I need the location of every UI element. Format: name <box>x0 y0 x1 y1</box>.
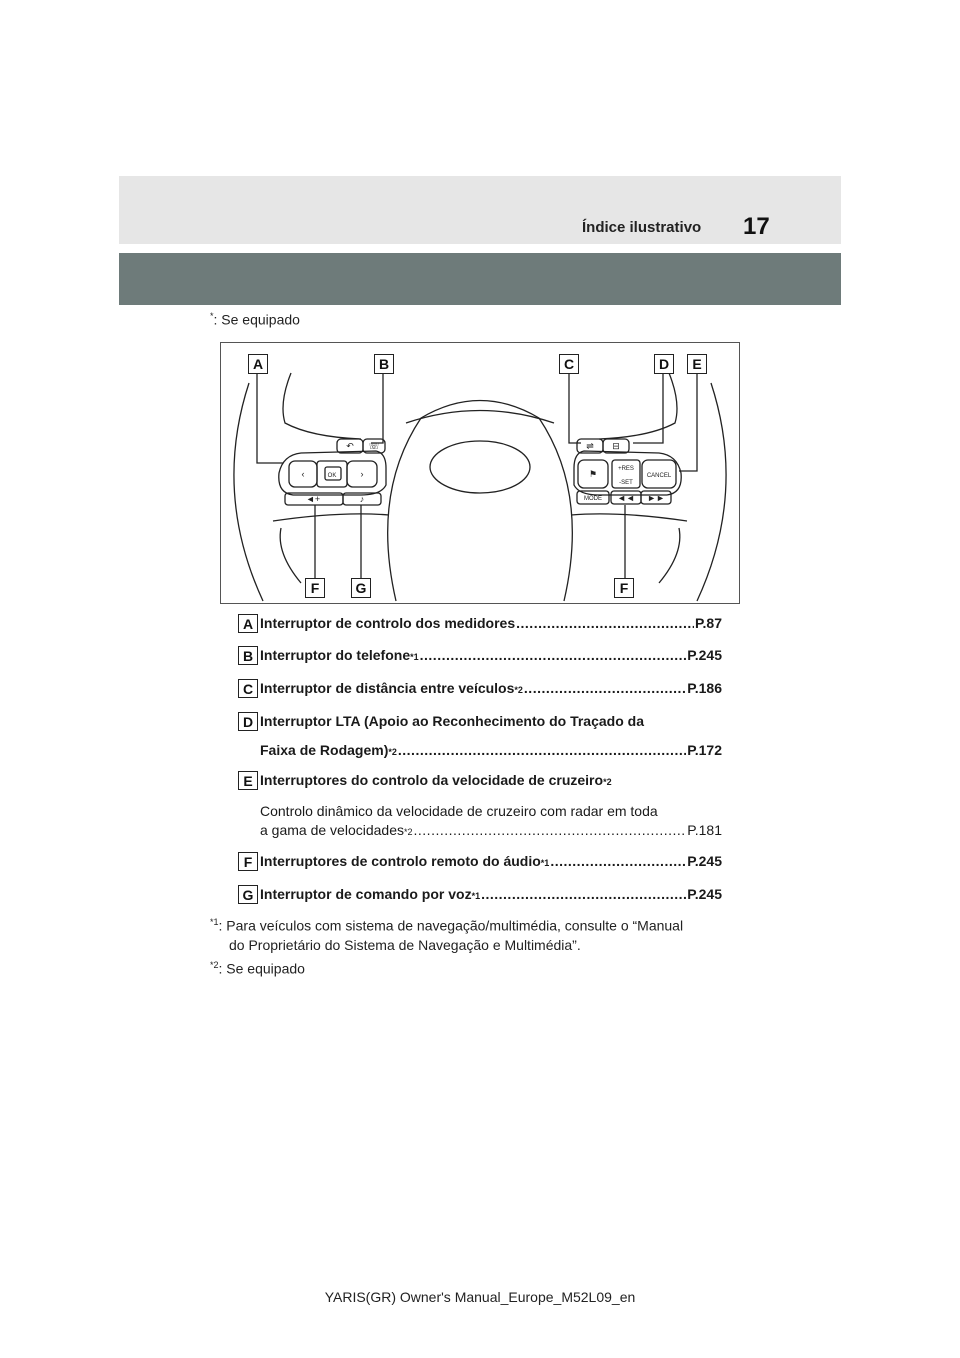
item-text: Interruptor de controlo dos medidores <box>260 615 516 631</box>
item-letter: F <box>238 852 258 871</box>
phone-icon: ☏ <box>368 441 380 451</box>
item-letter: G <box>238 885 258 904</box>
figure-label-c: C <box>559 354 579 374</box>
figure-label-d: D <box>654 354 674 374</box>
item-page-ref[interactable]: P.87 <box>695 615 722 631</box>
item-page-ref[interactable]: P.245 <box>687 647 722 663</box>
figure-label-a: A <box>248 354 268 374</box>
res-button-label: +RES <box>618 466 634 472</box>
item-text: Interruptores de controlo remoto do áudio <box>260 853 541 869</box>
footnote-1: $^{*1}$: Para veículos com sistema de navegação/multimédia, consulte o “Manual do Proprietário do Sistema de Navegação e Multimédia”. <box>210 917 684 953</box>
cancel-button-label: CANCEL <box>646 473 672 479</box>
arrow-left-icon: ‹ <box>301 469 305 479</box>
header-band <box>119 176 841 244</box>
item-letter: D <box>238 712 258 731</box>
lta-icon: ⚑ <box>588 469 598 479</box>
figure-label-b: B <box>374 354 394 374</box>
header-dark-band <box>119 253 841 305</box>
section-title: Índice ilustrativo <box>582 219 702 236</box>
arrow-right-icon: › <box>360 469 364 479</box>
item-letter: B <box>238 646 258 665</box>
page-footer: YARIS(GR) Owner's Manual_Europe_M52L09_en <box>324 1289 636 1305</box>
item-text: Interruptores do controlo da velocidade de cruzeiro <box>260 772 604 788</box>
figure-label-f-left: F <box>305 578 325 598</box>
footnote-2: $^{*2}$: Se equipado <box>210 960 305 977</box>
ok-button-label: OK <box>327 473 337 479</box>
voice-icon: ♪ <box>359 494 365 504</box>
distance-icon: ⇌ <box>586 441 594 451</box>
steering-wheel-figure <box>220 342 740 604</box>
seek-forward-icon: ►► <box>647 493 665 503</box>
item-page-ref[interactable]: P.245 <box>687 886 722 902</box>
back-icon: ↶ <box>346 441 354 451</box>
item-text: Interruptor do telefone <box>260 647 411 663</box>
seek-back-icon: ◄◄ <box>617 493 635 503</box>
set-button-label: -SET <box>619 480 633 486</box>
figure-label-g: G <box>351 578 371 598</box>
item-text: Faixa de Rodagem) <box>260 742 389 758</box>
item-sub-text-line1: Controlo dinâmico da velocidade de cruzeiro com radar em toda <box>260 803 658 819</box>
page-number: 17 <box>743 213 770 240</box>
figure-label-e: E <box>687 354 707 374</box>
item-text-line1: Interruptor LTA (Apoio ao Reconhecimento do Traçado da <box>260 713 644 729</box>
item-letter: C <box>238 679 258 698</box>
item-text: Interruptor de distância entre veículos <box>260 680 515 696</box>
item-page-ref[interactable]: P.186 <box>687 680 722 696</box>
item-letter: A <box>238 614 258 633</box>
item-page-ref[interactable]: P.245 <box>687 853 722 869</box>
mode-button-label: MODE <box>584 496 602 502</box>
item-text: Interruptor de comando por voz <box>260 886 472 902</box>
figure-label-f-right: F <box>614 578 634 598</box>
item-letter: E <box>238 771 258 790</box>
item-sub-text: a gama de velocidades <box>260 822 404 838</box>
volume-icon: ◄+ <box>305 494 321 504</box>
item-page-ref[interactable]: P.172 <box>687 742 722 758</box>
top-note: *: Se equipado <box>210 311 300 328</box>
item-sub-page-ref[interactable]: P.181 <box>687 822 722 838</box>
lane-icon: ⊟ <box>612 441 620 451</box>
steering-wheel-drawing <box>221 343 739 603</box>
